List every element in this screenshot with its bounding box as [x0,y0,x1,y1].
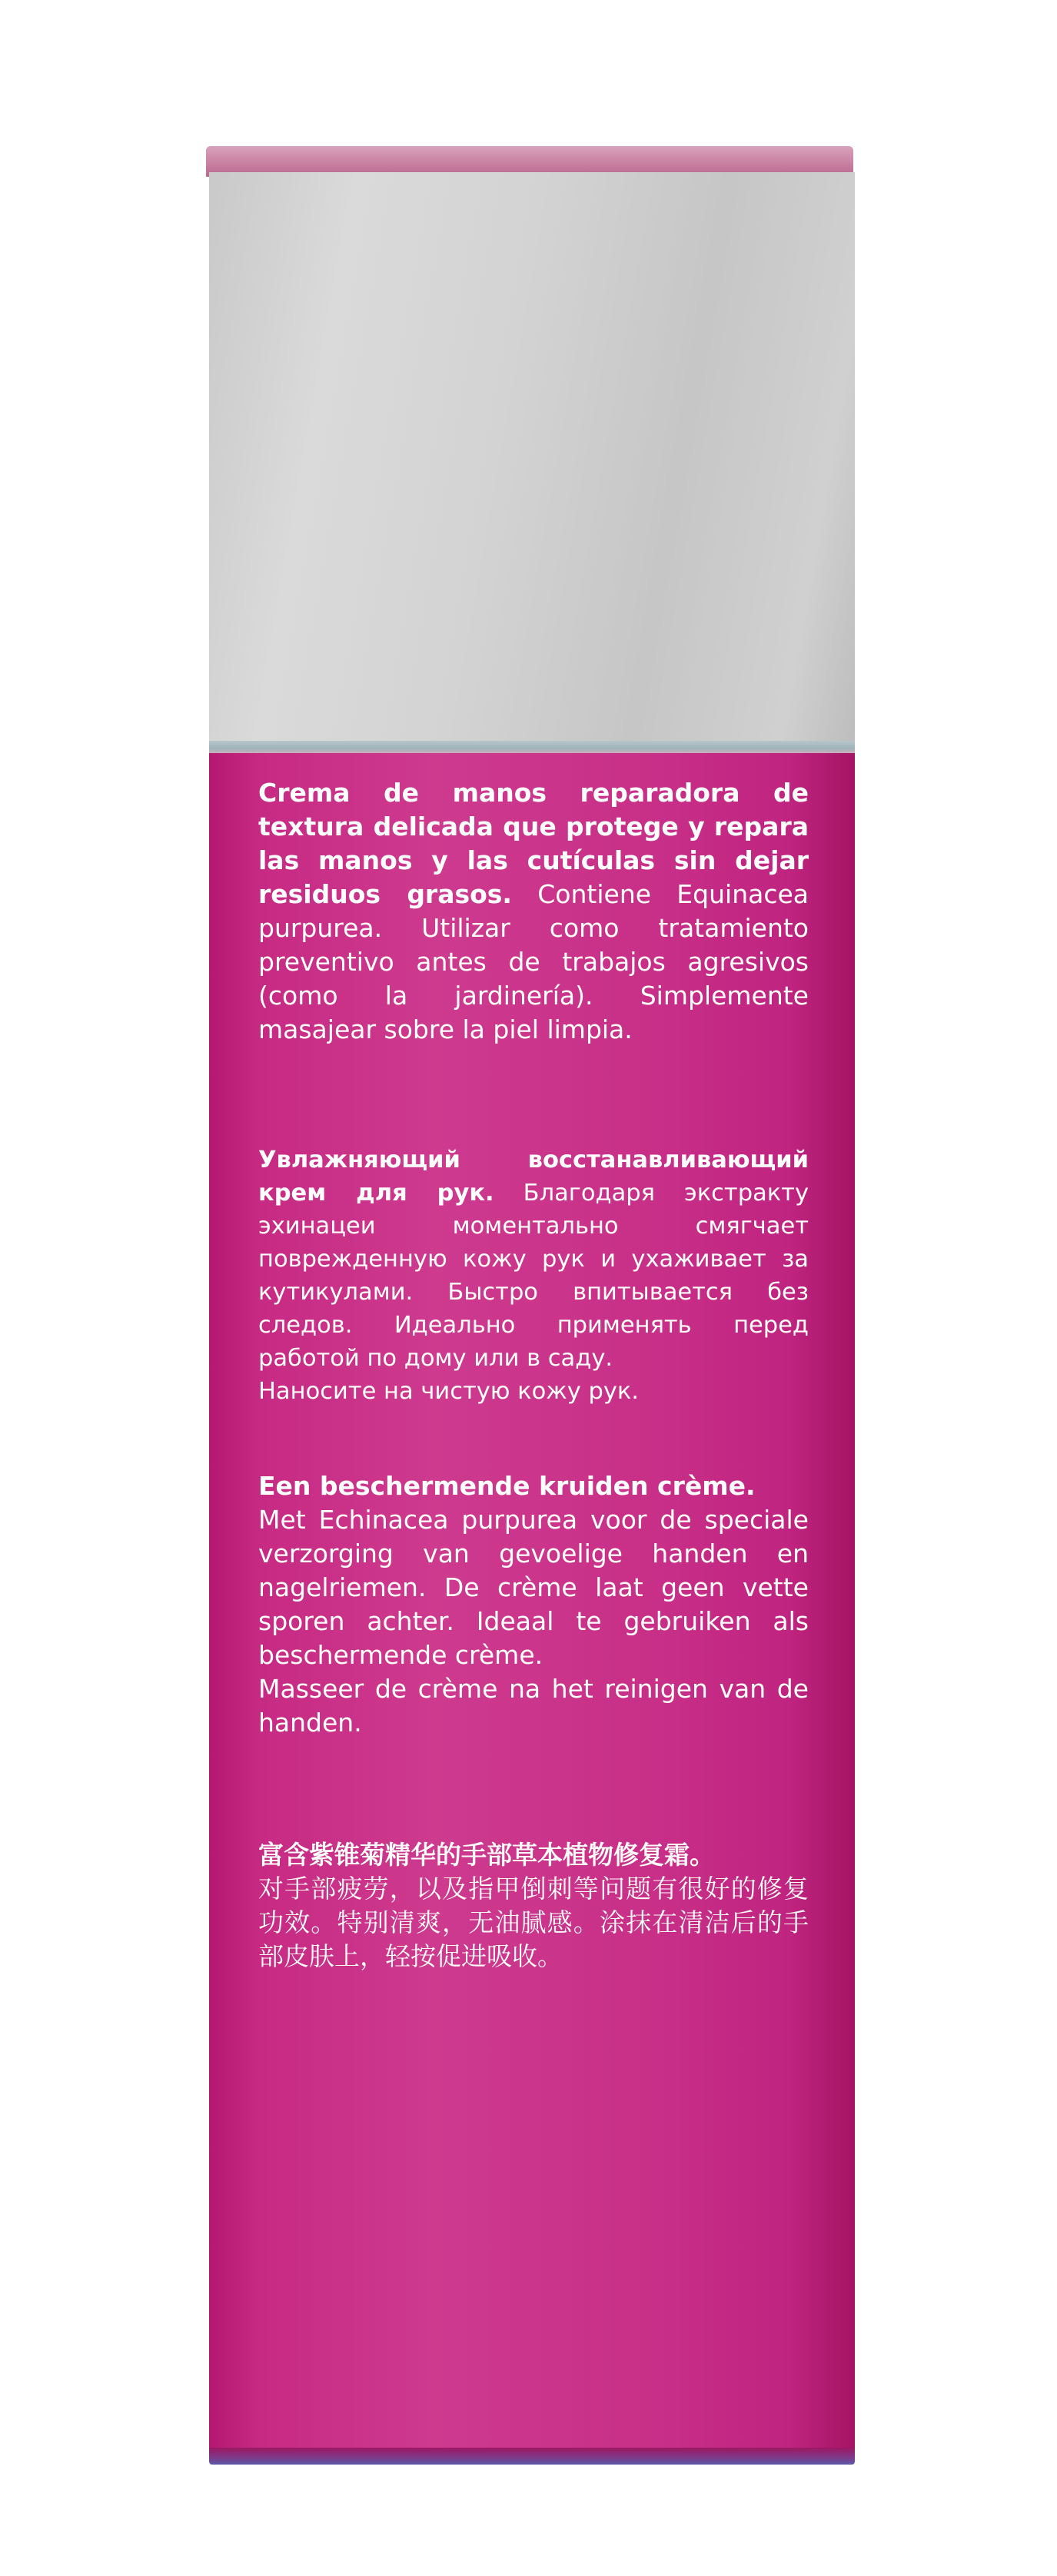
box-bottom-edge [209,2448,855,2465]
spanish-title: Crema de manos reparadora de textura delicada que protege y repara las manos y las cutículas sin dejar residuos grasos. [258,778,809,909]
russian-title: Увлажняющий восстанавливающий крем для рук. [258,1147,809,1207]
chinese-title: 富含紫锥菊精华的手部草本植物修复霜。 [258,1840,715,1870]
spanish-description [258,776,809,1047]
russian-description [258,1144,809,1408]
dutch-body: Met Echinacea purpurea voor de speciale verzorging van gevoelige handen en nagelriemen. De crème laat geen vette sporen achter. Ideaal te gebruiken als beschermende crème. [258,1505,809,1670]
russian-usage: Наносите на чистую кожу рук. [258,1378,639,1405]
dutch-usage: Masseer de crème na het reinigen van de handen. [258,1674,809,1738]
box-seam [209,741,855,753]
dutch-description [258,1469,809,1740]
russian-body: Благодаря экстракту эхинацеи моментально смягчает поврежденную кожу рук и ухаживает за кутикулами. Быстро впитывается без следов. Идеально применять перед работой по дому или в саду. [258,1180,809,1372]
dutch-title: Een beschermende kruiden crème. [258,1471,756,1501]
chinese-body: 对手部疲劳，以及指甲倒刺等问题有很好的修复功效。特别清爽，无油腻感。涂抹在清洁后的手部皮肤上，轻按促进吸收。 [258,1874,809,1971]
chinese-description [258,1838,809,1973]
box-silver-section [209,172,855,741]
spanish-body: Contiene Equinacea purpurea. Utilizar como tratamiento preventivo antes de trabajos agresivos (como la jardinería). Simplemente masajear sobre la piel limpia. [258,879,809,1044]
